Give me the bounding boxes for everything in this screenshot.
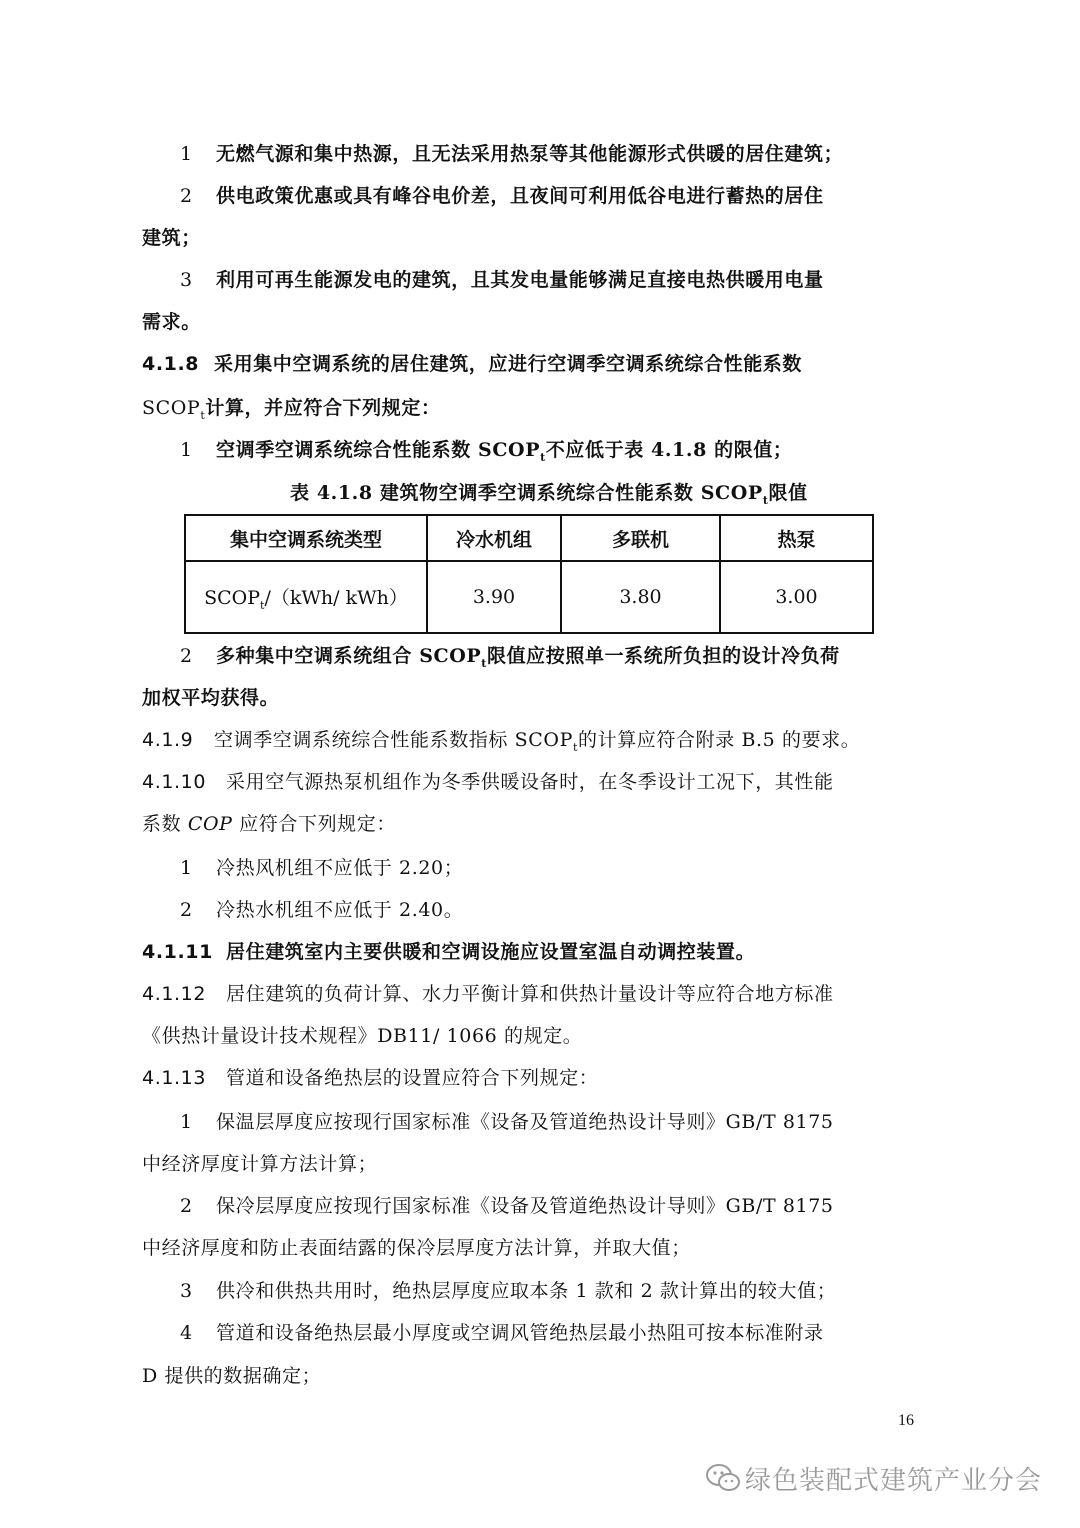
table-row-label [185,561,427,633]
wechat-icon [705,1462,741,1494]
item-text: 多种集中空调系统组合 SCOP [216,645,482,667]
table-header-cell: 热泵 [720,515,873,561]
item-3-cont: 需求。 [142,311,201,333]
section-number: 4.1.8 [142,353,200,375]
section-4-1-13-item-2 [180,1193,834,1219]
item-text: 不应低于表 4.1.8 的限值； [545,439,793,461]
table-cell: 3.00 [720,561,873,633]
item-number: 1 [180,439,193,461]
section-4-1-10 [142,769,834,795]
item-number: 4 [180,1322,193,1344]
section-4-1-8-line2 [142,395,441,429]
item-text: 冷热水机组不应低于 2.40。 [216,899,464,921]
section-4-1-13-item-4-cont: D 提供的数据确定； [142,1365,322,1387]
item-text: 无燃气源和集中热源，且无法采用热泵等其他能源形式供暖的居住建筑； [216,143,844,165]
section-text: 采用空气源热泵机组作为冬季供暖设备时，在冬季设计工况下，其性能 [226,771,834,793]
table-cell: 3.90 [427,561,561,633]
item-number: 3 [180,1280,193,1302]
section-text: 的计算应符合附录 B.5 的要求。 [578,729,861,751]
table-cell: 3.80 [561,561,720,633]
item-number: 2 [180,645,193,667]
item-text: 保冷层厚度应按现行国家标准《设备及管道绝热设计导则》GB/T 8175 [216,1195,834,1217]
item-text: 供电政策优惠或具有峰谷电价差，且夜间可利用低谷电进行蓄热的居住 [216,185,824,207]
section-number: 4.1.12 [142,983,207,1005]
item-2-cont: 建筑； [142,227,201,249]
section-4-1-8-item-2 [180,643,840,677]
section-number: 4.1.13 [142,1067,207,1089]
item-number: 3 [180,269,193,291]
item-text: 供冷和供热共用时，绝热层厚度应取本条 1 款和 2 款计算出的较大值； [216,1280,837,1302]
page-number: 16 [898,1412,914,1429]
section-4-1-12 [142,981,834,1007]
scop-subscript: t [540,450,546,464]
section-text: 计算，并应符合下列规定： [205,397,441,419]
section-4-1-13-item-1 [180,1109,834,1135]
row-label-text: /（kWh/ kWh） [264,586,408,609]
section-4-1-9 [142,727,860,761]
item-text: 限值应按照单一系统所负担的设计冷负荷 [486,645,840,667]
section-4-1-11 [142,939,755,965]
cop-text: COP [187,813,233,835]
item-text: 空调季空调系统综合性能系数 SCOP [216,439,541,461]
scop-table [184,514,874,634]
item-3 [180,267,824,293]
item-number: 1 [180,1111,193,1133]
section-4-1-13-item-1-cont: 中经济厚度计算方法计算； [142,1153,378,1175]
scop-subscript: t [200,408,206,422]
caption-subscript: t [762,493,769,507]
scop-text: SCOP [142,397,201,419]
table-caption [290,480,808,514]
table-header-cell: 多联机 [561,515,720,561]
section-4-1-8-item-2-cont: 加权平均获得。 [142,687,280,709]
item-2 [180,183,824,209]
item-number: 2 [180,185,193,207]
section-4-1-13 [142,1065,598,1091]
section-text: 居住建筑的负荷计算、水力平衡计算和供热计量设计等应符合地方标准 [226,983,834,1005]
watermark-text: 绿色装配式建筑产业分会 [745,1466,1043,1496]
table-row [185,561,873,633]
item-text: 管道和设备绝热层最小厚度或空调风管绝热层最小热阻可按本标准附录 [216,1322,824,1344]
section-text: 空调季空调系统综合性能系数指标 SCOP [214,729,573,751]
item-number: 1 [180,143,193,165]
section-text: 管道和设备绝热层的设置应符合下列规定： [226,1067,599,1089]
section-4-1-12-line2: 《供热计量设计技术规程》DB11/ 1066 的规定。 [142,1025,583,1047]
section-number: 4.1.11 [142,941,213,963]
caption-text: 表 4.1.8 建筑物空调季空调系统综合性能系数 SCOP [290,482,763,504]
table-header-cell: 集中空调系统类型 [185,515,427,561]
item-1 [180,141,843,167]
table-header-cell: 冷水机组 [427,515,561,561]
section-text: 居住建筑室内主要供暖和空调设施应设置室温自动调控装置。 [226,941,756,963]
section-4-1-8 [142,351,802,377]
section-4-1-8-item-1 [180,437,793,471]
scop-subscript: t [572,740,578,754]
section-4-1-10-line2 [142,811,396,837]
section-4-1-13-item-2-cont: 中经济厚度和防止表面结露的保冷层厚度方法计算，并取大值； [142,1237,691,1259]
section-text: 采用集中空调系统的居住建筑，应进行空调季空调系统综合性能系数 [214,353,803,375]
item-text: 冷热风机组不应低于 2.20； [216,857,464,879]
item-text: 利用可再生能源发电的建筑，且其发电量能够满足直接电热供暖用电量 [216,269,824,291]
row-label-text: SCOP [204,586,261,609]
item-text: 保温层厚度应按现行国家标准《设备及管道绝热设计导则》GB/T 8175 [216,1111,834,1133]
scop-subscript: t [481,656,487,670]
section-4-1-10-item-2 [180,897,463,923]
section-number: 4.1.10 [142,771,207,793]
caption-text: 限值 [768,482,808,504]
row-label-subscript: t [260,598,265,612]
item-number: 2 [180,899,193,921]
table-header-row [185,515,873,561]
item-number: 1 [180,857,193,879]
item-number: 2 [180,1195,193,1217]
section-text: 应符合下列规定： [232,813,396,835]
section-4-1-13-item-3 [180,1278,836,1304]
section-text: 系数 [142,813,188,835]
section-4-1-13-item-4 [180,1320,824,1346]
section-4-1-10-item-1 [180,855,463,881]
section-number: 4.1.9 [142,729,194,751]
